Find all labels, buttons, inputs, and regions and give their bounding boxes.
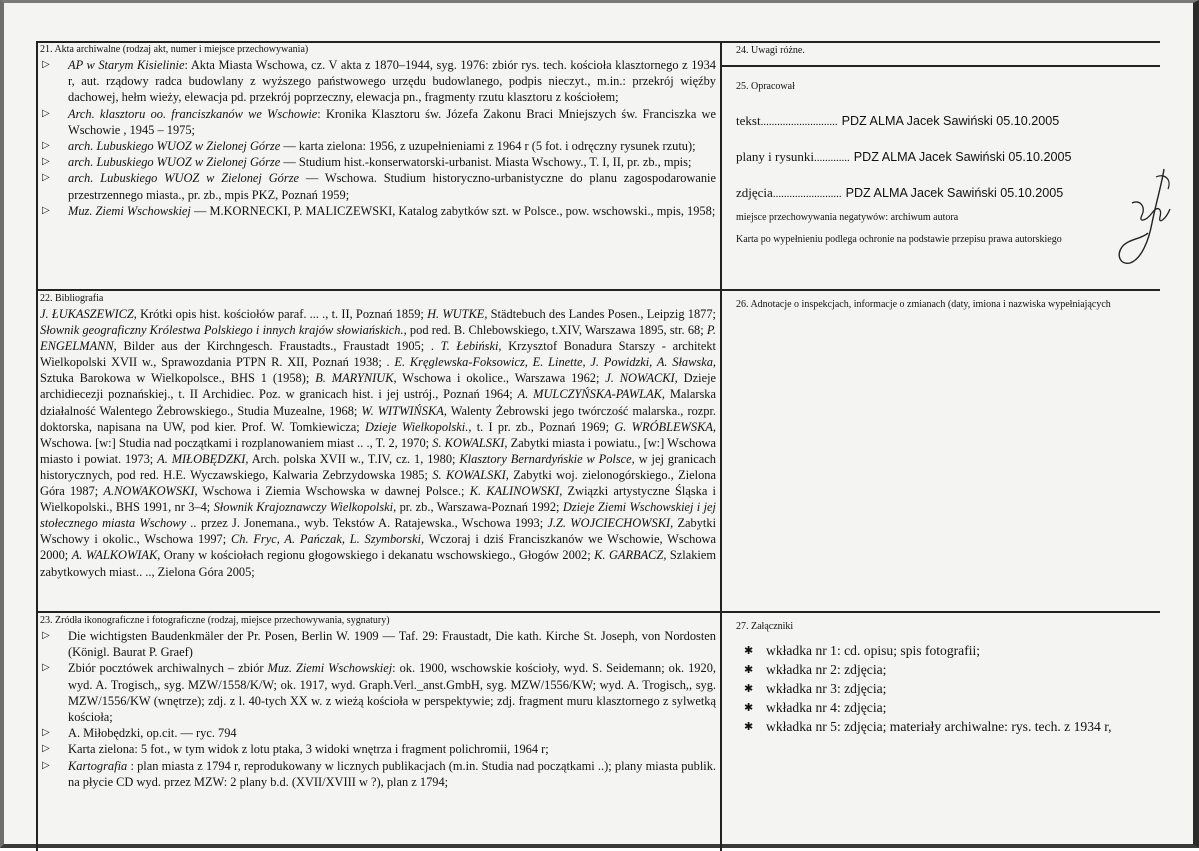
arrow-bullet-icon: ▷ xyxy=(42,630,50,641)
attachment-item xyxy=(736,660,1156,679)
bibliography-text: Zabytki Wschowy i okolic., Wschowa 1997; xyxy=(40,516,716,547)
bibliography-author: Dzieje Wielkopolski., xyxy=(365,419,472,434)
archival-item xyxy=(40,154,716,170)
bibliography-text: Malarska działalność Walentego Żebrowskiego., Studia Muzealne, 1968; xyxy=(40,387,716,418)
bibliography-author: P. ENGELMANN, xyxy=(40,323,716,354)
iconographic-item-title: Muz. Ziemi Wschowskiej xyxy=(267,661,393,676)
bibliography-author: T. Łebiński, xyxy=(440,339,502,354)
attachments-list xyxy=(736,641,1156,736)
section-27-header: 27. Załączniki xyxy=(736,621,794,632)
prepared-text-value: PDZ ALMA Jacek Sawiński 05.10.2005 xyxy=(841,114,1060,128)
iconographic-item-text: : plan miasta z 1794 r, reprodukowany w licznych publikacjach (m.in. Studia nad początkami ..); plany miasta publik. na płycie CD wyd. przez MZW: 2 plany b.d. (XVII/XVIII w ?), plan z 1794; xyxy=(68,758,716,789)
bibliography-author: A. MIŁOBĘDZKI, xyxy=(157,451,249,466)
signature-icon xyxy=(1112,163,1182,273)
prepared-plans-row xyxy=(736,149,1106,185)
prepared-text-dots: ............................ xyxy=(760,116,838,128)
iconographic-item-title: Kartografia xyxy=(68,758,128,773)
attachment-item xyxy=(736,679,1156,698)
asterisk-bullet-icon: ✱ xyxy=(744,683,754,695)
bibliography-author: B. MARYNIUK, xyxy=(315,371,397,386)
prepared-photos-label: zdjęcia xyxy=(736,185,773,200)
top-rule xyxy=(36,41,1160,43)
bibliography-text: Krzysztof Bonadura Starszy - architekt Wielkopolski XVII w., Sprawozdania PTPN R. XII, Poznań 1938; . xyxy=(40,339,716,370)
section-26-annotations xyxy=(736,299,1136,339)
rule-after-22 xyxy=(36,611,1160,613)
bibliography-author: G. WRÓBLEWSKA, xyxy=(614,419,716,434)
bibliography-text: t. I pr. zb., Poznań 1969; xyxy=(471,419,615,434)
iconographic-item xyxy=(40,628,716,660)
center-divider xyxy=(720,41,722,851)
bibliography-text: pr. zb., Warszawa-Poznań 1992; xyxy=(396,500,563,515)
bibliography-text: Städtebuch des Landes Posen., Leipzig 1877; xyxy=(487,307,716,321)
bibliography-author: J. ŁUKASZEWICZ, xyxy=(40,307,137,321)
bibliography-text: Zabytki woj. zielonogórskiego., Zielona Góra 1987; xyxy=(40,467,716,499)
iconographic-item-text: : ok. 1900, wschowskie kościoły, wyd. S. Seidemann; ok. 1920, wyd. A. Trogisch,, syg. MZW/1558/K/W; ok. 1917, wyd. Graph.Verl._anst.GmbH, syg. MZW/1556/KW; wyd. A. Trogisch,, syg. MZW/1556/KW (wnętrze); zdj. z l. 40-tych XX w. z wieżą kościoła w perspektywie; zdj. fragment muru klasztornego z sylwetką kościoła; xyxy=(68,661,716,725)
archival-item-text: — Wschowa. Studium historyczno-urbanistyczne do planu zagospodarowanie przestrzennego miasta., pr. zb., mpis PKZ, Poznań 1959; xyxy=(68,171,716,202)
bibliography-author: Klasztory Bernardyńskie w Polsce, xyxy=(459,451,635,466)
attachment-item xyxy=(736,698,1156,717)
archival-item-title: arch. Lubuskiego WUOZ w Zielonej Górze xyxy=(68,171,300,186)
archival-item-text: — karta zielona: 1956, z uzupełnieniami z 1964 r (5 fot. i odręczny rysunek rzutu); xyxy=(280,139,696,154)
arrow-bullet-icon: ▷ xyxy=(42,743,50,755)
section-21-header: 21. Akta archiwalne (rodzaj akt, numer i miejsce przechowywania) xyxy=(40,44,309,55)
prepared-text-row xyxy=(736,113,1106,149)
section-23-header: 23. Źródła ikonograficzne i fotograficzne (rodzaj, miejsce przechowywania, sygnatury) xyxy=(40,615,390,626)
section-22-bibliography xyxy=(40,293,716,611)
prepared-photos-dots: ......................... xyxy=(772,188,842,200)
copyright-note: Karta po wypełnieniu podlega ochronie na podstawie przepisu prawa autorskiego xyxy=(736,234,1062,245)
bibliography-text: Orany w kościołach regionu głogowskiego i dekanatu wschowskiego., Głogów 2002; xyxy=(160,548,595,563)
bibliography-text: pod red. B. Chlebowskiego, t.XIV, Warszawa 1895, str. 68; xyxy=(406,323,707,338)
bibliography-author: A. MULCZYŃSKA-PAWLAK, xyxy=(517,387,666,402)
bibliography-text: przez J. Jonemana., wyb. Tekstów A. Ratajewska., Wschowa 1993; xyxy=(196,516,548,531)
archival-item-text: : Akta Miasta Wschowa, cz. V akta z 1870–1944, syg. 1976: zbiór rys. tech. kościoła klasztornego z 1934 r, aut. rządowy radca budowlany z wyższego państwowego urzędu budowlanego, podpis nieczyt., m.in.: przekrój więźby dachowej, hełm wieży, elewacja pd. przekrój poprzeczny, elewacja pn., fragmenty rzutu klasztoru z kościołem; xyxy=(68,58,716,105)
iconographic-item-text: Karta zielona: 5 fot., w tym widok z lotu ptaka, 3 widoki wnętrza i fragment polichromii, 1964 r; xyxy=(68,742,549,757)
archival-item-title: Arch. klasztoru oo. franciszkanów we Wschowie xyxy=(68,106,318,121)
bibliography-author: K. KALINOWSKI, xyxy=(469,484,563,499)
section-23-body xyxy=(40,628,716,790)
archival-item-title: arch. Lubuskiego WUOZ w Zielonej Górze xyxy=(68,139,281,154)
bibliography-author: S. KOWALSKI, xyxy=(432,467,509,482)
prepared-plans-value: PDZ ALMA Jacek Sawiński 05.10.2005 xyxy=(853,150,1072,164)
attachment-item-label: wkładka nr 3: zdjęcia; xyxy=(766,681,887,696)
asterisk-bullet-icon: ✱ xyxy=(744,721,754,733)
iconographic-item xyxy=(40,725,716,741)
arrow-bullet-icon: ▷ xyxy=(42,59,50,70)
attachment-item-label: wkładka nr 1: cd. opisu; spis fotografii; xyxy=(766,643,981,658)
section-27-attachments xyxy=(736,621,1156,751)
arrow-bullet-icon: ▷ xyxy=(42,156,50,168)
section-24-remarks xyxy=(736,45,1156,65)
prepared-photos-value: PDZ ALMA Jacek Sawiński 05.10.2005 xyxy=(845,186,1064,200)
bibliography-author: Słownik geograficzny Królestwa Polskiego i innych krajów słowiańskich., xyxy=(40,323,407,338)
archival-item xyxy=(40,106,716,138)
section-24-header: 24. Uwagi różne. xyxy=(736,45,805,56)
bibliography-author: Słownik Krajoznawczy Wielkopolski, xyxy=(213,500,397,515)
bibliography-author: A. WALKOWIAK, xyxy=(71,548,161,563)
bibliography-author: A.NOWAKOWSKI, xyxy=(103,484,198,499)
bibliography-author: J.Z. WOJCIECHOWSKI, xyxy=(547,516,674,531)
archival-item xyxy=(40,203,716,219)
bibliography-text: Krótki opis hist. kościołów paraf. ... ., t. II, Poznań 1859; xyxy=(136,307,428,321)
iconographic-item xyxy=(40,758,716,790)
section-21-archival-records xyxy=(40,44,716,289)
prepared-plans-dots: ............. xyxy=(814,152,850,164)
negatives-location: miejsce przechowywania negatywów: archiwum autora xyxy=(736,212,959,223)
bibliography-text: w jej granicach historycznych, pod red. H.E. Wyczawskiego, Kalwaria Zebrzydowska 1985; xyxy=(40,451,716,482)
arrow-bullet-icon: ▷ xyxy=(42,662,50,674)
archival-item-text: — M.KORNECKI, P. MALICZEWSKI, Katalog zabytków szt. w Polsce., pow. wschowski., mpis, 1958; xyxy=(190,203,716,218)
bibliography-author: Ch. Fryc, A. Pańczak, L. Szymborski, xyxy=(230,532,425,547)
bibliography-text: Związki artystyczne Śląska i Wielkopolski., BHS 1991, nr 3–4; xyxy=(40,484,716,515)
section-26-header: 26. Adnotacje o inspekcjach, informacje o zmianach (daty, imiona i nazwiska wypełniających xyxy=(736,299,1111,310)
bibliography-text: Arch. polska XVII w., T.IV, cz. 1, 1980; xyxy=(248,451,460,466)
attachment-item xyxy=(736,717,1156,736)
attachment-item-label: wkładka nr 5: zdjęcia; materiały archiwalne: rys. tech. z 1934 r, xyxy=(766,719,1112,734)
section-25-header: 25. Opracował xyxy=(736,81,795,92)
archival-item-title: AP w Starym Kisielinie xyxy=(68,58,185,72)
section-22-header: 22. Bibliografia xyxy=(40,293,104,304)
attachment-item-label: wkładka nr 2: zdjęcia; xyxy=(766,662,887,677)
bibliography-text: Wczoraj i dziś Franciszkanów we Wschowie, Wschowa 2000; xyxy=(40,532,716,563)
bibliography-text: Walenty Żebrowski jego twórczość malarska., rozpr. doktorska, napisana na UW, pod kier. Prof. W. Tomkiewicza; xyxy=(40,403,716,434)
asterisk-bullet-icon: ✱ xyxy=(744,645,754,657)
prepared-plans-label: plany i rysunki xyxy=(736,149,814,164)
asterisk-bullet-icon: ✱ xyxy=(744,664,754,676)
rule-right-24 xyxy=(720,65,1160,67)
archival-item-title: arch. Lubuskiego WUOZ w Zielonej Górze xyxy=(68,155,281,170)
section-25-prepared-by xyxy=(736,81,1106,286)
section-22-body xyxy=(40,306,716,580)
arrow-bullet-icon: ▷ xyxy=(42,204,50,216)
archival-item xyxy=(40,138,716,154)
arrow-bullet-icon: ▷ xyxy=(42,727,50,739)
bibliography-author: E. Kręglewska-Foksowicz, E. Linette, J. Powidzki, A. Sławska, xyxy=(394,355,716,370)
bibliography-author: K. GARBACZ, xyxy=(594,548,667,563)
asterisk-bullet-icon: ✱ xyxy=(744,702,754,714)
bibliography-text: Sztuka Barokowa w Wielkopolsce., BHS 1 (1958); xyxy=(40,371,316,386)
arrow-bullet-icon: ▷ xyxy=(42,140,50,152)
arrow-bullet-icon: ▷ xyxy=(42,759,50,771)
bibliography-author: S. KOWALSKI, xyxy=(432,435,508,450)
archival-item-text: — Studium hist.-konserwatorski-urbanist. Miasta Wschowy., T. I, II, pr. zb., mpis; xyxy=(280,155,692,170)
archival-item xyxy=(40,170,716,202)
bibliography-text: Bilder aus der Kirchngesch. Fraustadts., Fraustadt 1905; . xyxy=(116,339,441,354)
prepared-photos-row xyxy=(736,185,1106,209)
bibliography-text: Wschowa i Ziemia Wschowska w dawnej Polsce.; xyxy=(197,484,470,499)
bibliography-text: Wschowa i okolice., Warszawa 1962; xyxy=(396,371,606,386)
bibliography-text: Wschowa. [w:] Studia nad początkami i rozplanowaniem miast .. ., T. 2, 1970; xyxy=(40,435,433,450)
section-23-iconographic-sources xyxy=(40,615,716,847)
archival-item-title: Muz. Ziemi Wschowskiej xyxy=(68,203,191,218)
iconographic-item xyxy=(40,660,716,725)
bibliography-author: Dzieje Ziemi Wschowskiej i jej stołecznego miasta Wschowy .. xyxy=(40,500,716,531)
bibliography-text: Szlakiem zabytkowych miast.. .., Zielona Góra 2005; xyxy=(40,548,716,579)
section-21-body xyxy=(40,57,716,219)
iconographic-item-text: Zbiór pocztówek archiwalnych – zbiór xyxy=(68,661,268,676)
archival-item-text: : Kronika Klasztoru św. Józefa Zakonu Braci Mniejszych św. Franciszka we Wschowie , 1945 – 1975; xyxy=(68,106,716,137)
iconographic-item xyxy=(40,741,716,757)
bibliography-text: Dzieje archidiecezji poznańskiej., t. II Archidiec. Poz. w granicach hist. i jej ustrój., Poznań 1964; xyxy=(40,371,716,402)
bibliography-author: W. WITWIŃSKA, xyxy=(361,403,447,418)
left-border xyxy=(36,41,38,851)
iconographic-item-text: Die wichtigsten Baudenkmäler der Pr. Posen, Berlin W. 1909 — Taf. 29: Fraustadt, Die kath. Kirche St. Joseph, von Nordosten (Königl. Baurat P. Graef) xyxy=(68,629,716,660)
arrow-bullet-icon: ▷ xyxy=(42,172,50,184)
rule-after-21 xyxy=(36,289,1160,291)
iconographic-item-text: A. Miłobędzki, op.cit. — ryc. 794 xyxy=(68,726,237,741)
arrow-bullet-icon: ▷ xyxy=(42,107,50,119)
bibliography-text: Zabytki miasta i powiatu., [w:] Wschowa miasto i powiat. 1973; xyxy=(40,435,716,466)
bibliography-author: J. NOWACKI, xyxy=(605,371,678,386)
attachment-item-label: wkładka nr 4: zdjęcia; xyxy=(766,700,887,715)
bibliography-author: H. WUTKE, xyxy=(427,307,488,321)
prepared-text-label: tekst xyxy=(736,113,761,128)
archival-item xyxy=(40,57,716,106)
attachment-item xyxy=(736,641,1156,660)
